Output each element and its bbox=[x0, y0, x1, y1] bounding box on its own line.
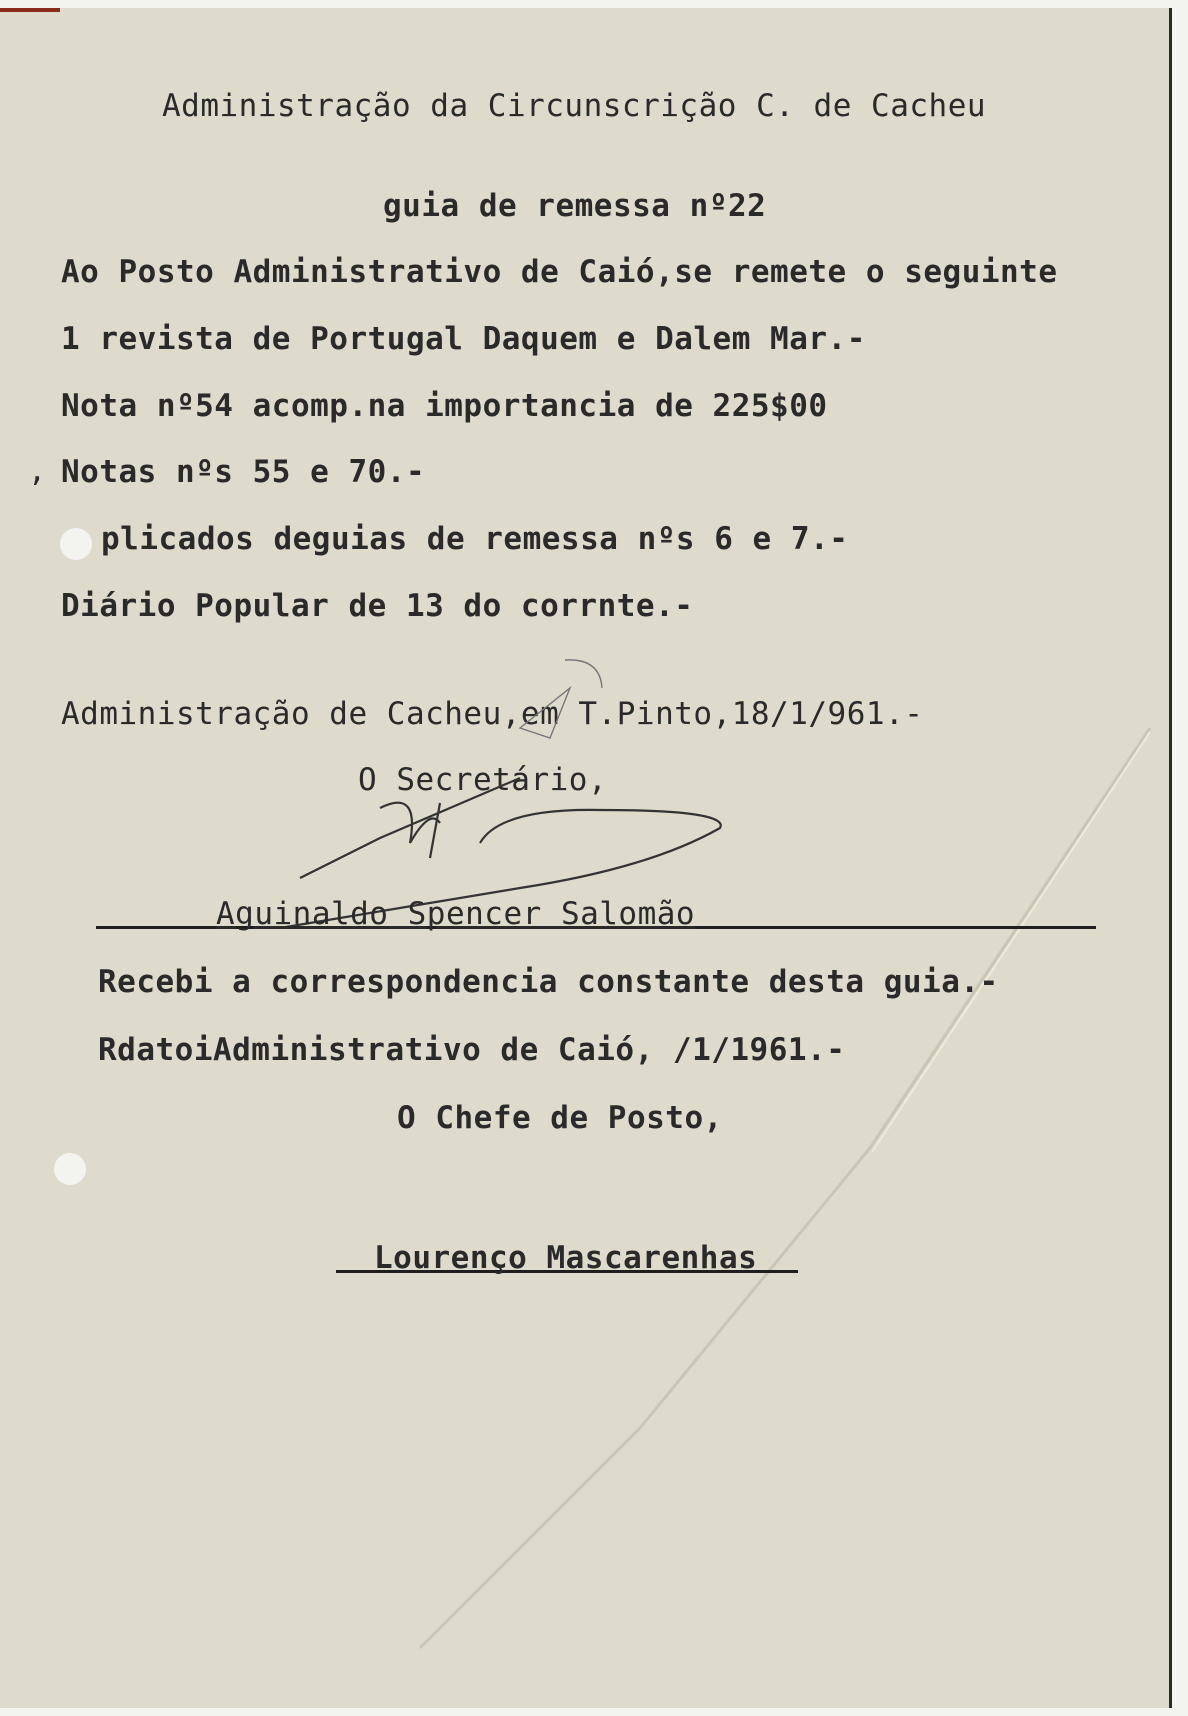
margin-comma: , bbox=[28, 454, 47, 489]
secretary-title: O Secretário, bbox=[358, 762, 608, 798]
body-line-3: Nota nº54 acomp.na importancia de 225$00 bbox=[61, 388, 828, 424]
secretary-signature bbox=[0, 8, 1172, 1008]
body-line-1: Ao Posto Administrativo de Caió,se remete o seguinte bbox=[61, 254, 1058, 290]
secretary-name: Aguinaldo Spencer Salomão bbox=[216, 896, 696, 932]
body-line-5: plicados deguias de remessa nºs 6 e 7.- bbox=[101, 521, 849, 557]
receipt-text: Recebi a correspondencia constante desta guia.- bbox=[98, 964, 999, 1000]
punch-hole-top bbox=[60, 528, 92, 560]
header-title: Administração da Circunscrição C. de Cacheu bbox=[162, 88, 987, 124]
punch-hole-bottom bbox=[54, 1153, 86, 1185]
document-title: guia de remessa nº22 bbox=[383, 188, 767, 224]
document-page bbox=[0, 8, 1172, 1708]
receipt-place-date: RdatoiAdministrativo de Caió, /1/1961.- bbox=[98, 1032, 846, 1068]
place-date: Administração de Cacheu,em T.Pinto,18/1/961.- bbox=[61, 696, 924, 732]
corner-mark bbox=[0, 8, 60, 12]
chief-title: O Chefe de Posto, bbox=[397, 1100, 723, 1136]
body-line-6: Diário Popular de 13 do corrnte.- bbox=[61, 588, 694, 624]
chief-name: Lourenço Mascarenhas bbox=[374, 1240, 758, 1276]
body-line-4: Notas nºs 55 e 70.- bbox=[61, 454, 426, 490]
body-line-2: 1 revista de Portugal Daquem e Dalem Mar.- bbox=[61, 321, 866, 357]
